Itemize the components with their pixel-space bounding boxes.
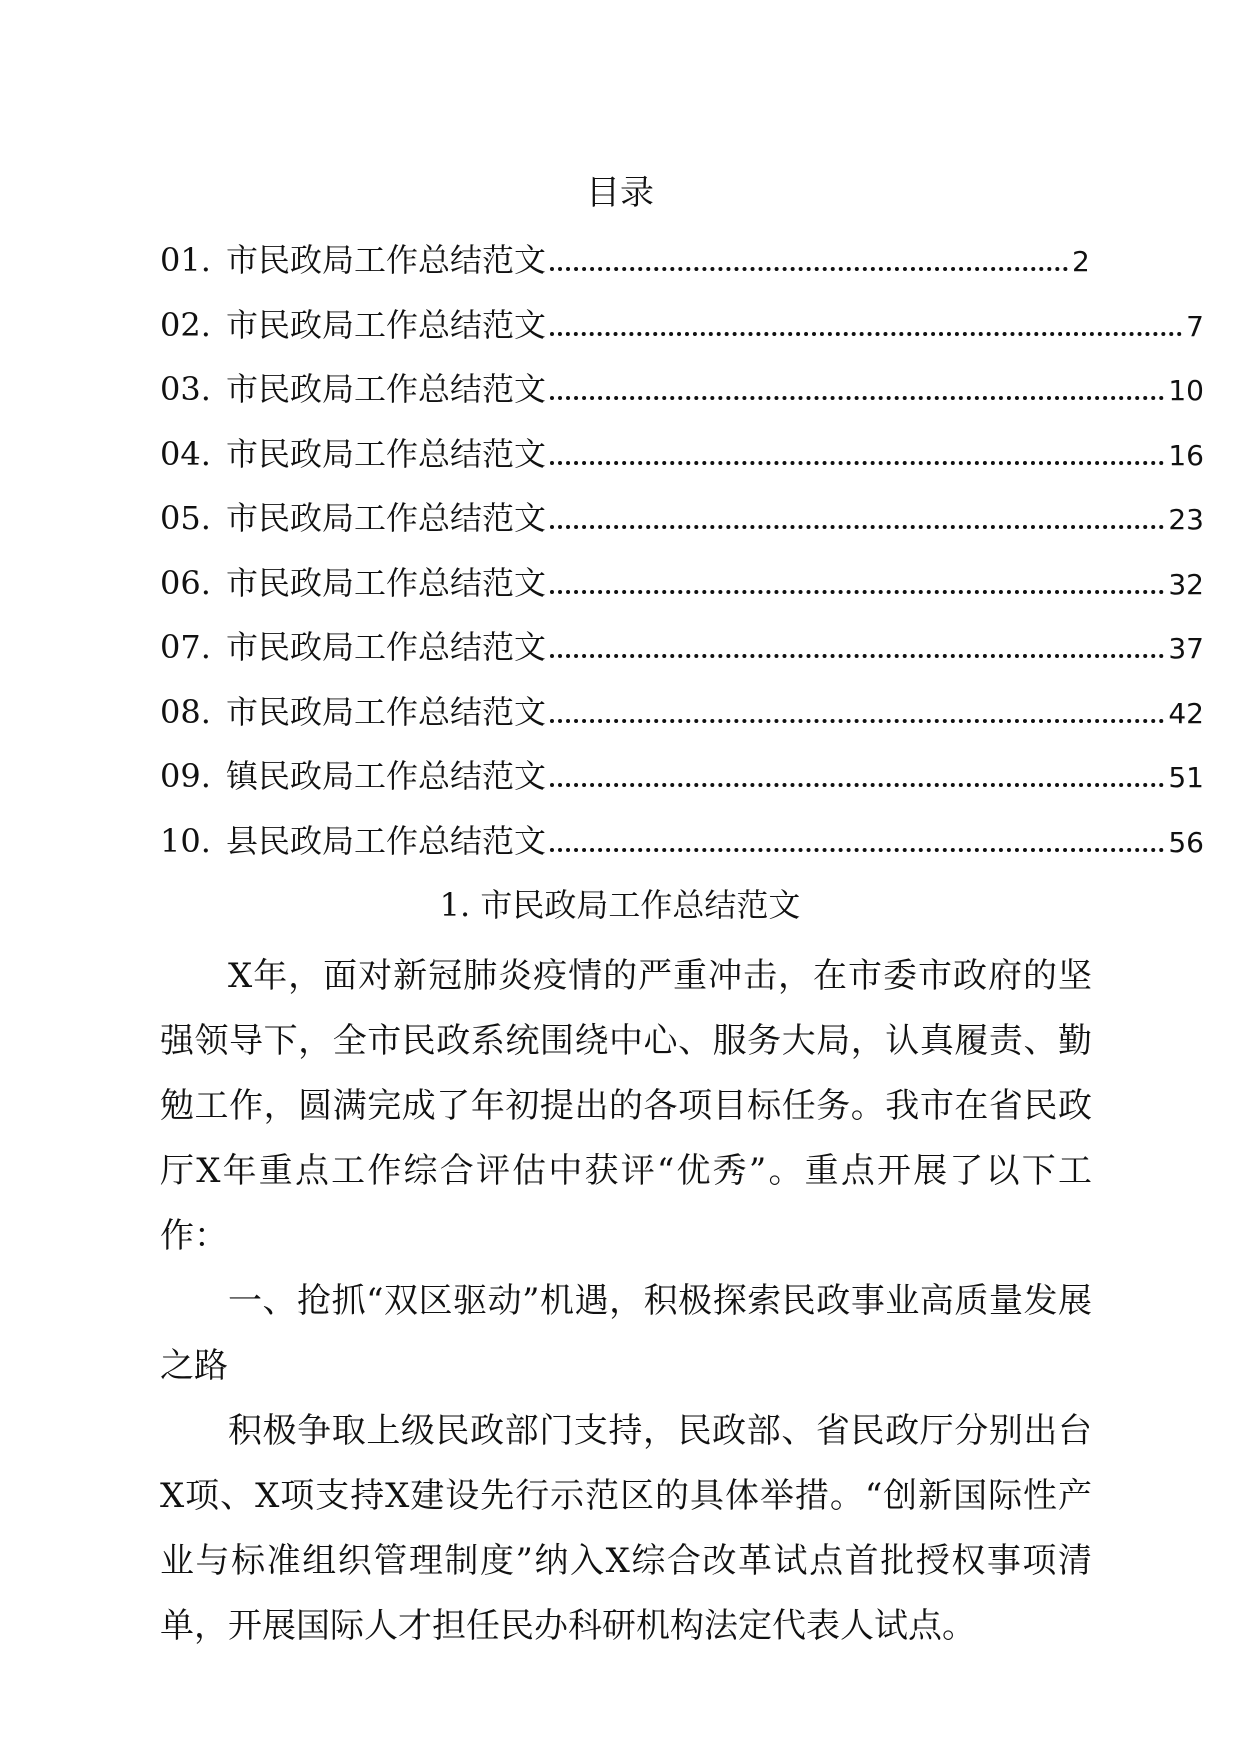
paragraph-subheading: 一、抢抓“双区驱动”机遇，积极探索民政事业高质量发展之路 [160,1281,1092,1386]
toc-entry-number: 08. [160,692,211,731]
toc-entry-number: 03. [160,370,211,408]
toc-entry-page: 37 [1168,632,1204,665]
toc-entry[interactable] [160,293,1204,358]
toc-entry-title: 市民政局工作总结范文 [226,499,547,537]
toc-dot-leader [550,589,1164,594]
toc-entry-number: 06. [160,563,211,602]
toc-entry-page: 2 [1072,245,1090,278]
toc-dot-leader [550,653,1164,658]
toc-dot-leader [550,395,1164,400]
toc-dot-leader [550,460,1164,465]
toc-entry-number: 10. [160,821,211,860]
toc-dot-leader [550,718,1164,723]
toc-dot-leader [550,266,1068,271]
toc-entry-title: 市民政局工作总结范文 [226,305,547,344]
toc-entry[interactable] [160,551,1204,616]
toc-entry-page: 56 [1168,825,1204,859]
paragraph: X年，面对新冠肺炎疫情的严重冲击，在市委市政府的坚强领导下，全市民政系统围绕中心、服务大局，认真履责、勤勉工作，圆满完成了年初提出的各项目标任务。我市在省民政厅X年重点工作综合评估中获评“优秀”。重点开展了以下工作： [160,956,1092,1256]
toc-entry-page: 42 [1168,696,1204,730]
toc-entry[interactable] [160,228,1204,293]
toc-entry-title: 市民政局工作总结范文 [226,241,547,279]
toc-entry-page: 7 [1186,309,1204,343]
toc-entry[interactable] [160,357,1204,422]
toc-entry-title: 市民政局工作总结范文 [226,628,547,666]
toc-entry-title: 市民政局工作总结范文 [226,370,547,408]
toc-entry[interactable] [160,486,1204,551]
toc-entry[interactable] [160,744,1204,809]
section-heading: 1. 市民政局工作总结范文 [439,886,801,924]
toc-dot-leader [550,782,1164,787]
toc-entry[interactable] [160,615,1204,680]
toc-entry-title: 市民政局工作总结范文 [226,434,547,473]
toc-entry-number: 05. [160,499,211,537]
toc-entry-number: 07. [160,628,211,666]
paragraph: 积极争取上级民政部门支持，民政部、省民政厅分别出台X项、X项支持X建设先行示范区的具体举措。“创新国际性产业与标准组织管理制度”纳入X综合改革试点首批授权事项清单，开展国际人才担任民办科研机构法定代表人试点。 [160,1411,1092,1646]
toc-dot-leader [550,331,1182,336]
toc-entry-page: 23 [1168,503,1204,536]
toc-entry-page: 16 [1168,438,1204,472]
toc-entry[interactable] [160,680,1204,745]
toc-entry-number: 02. [160,305,211,344]
toc-title: 目录 [586,173,654,213]
toc-entry-number: 01. [160,241,211,279]
toc-entry[interactable] [160,422,1204,487]
toc-entry-title: 县民政局工作总结范文 [226,821,547,860]
toc-entry-title: 镇民政局工作总结范文 [226,757,547,795]
table-of-contents [160,228,1204,873]
toc-entry-number: 04. [160,434,211,473]
toc-entry-page: 10 [1168,374,1204,407]
toc-dot-leader [550,847,1164,852]
toc-entry[interactable] [160,809,1204,874]
toc-entry-title: 市民政局工作总结范文 [226,692,547,731]
toc-entry-page: 32 [1168,567,1204,601]
toc-entry-page: 51 [1168,761,1204,794]
toc-dot-leader [550,524,1164,529]
article-body [160,944,1092,1659]
toc-entry-title: 市民政局工作总结范文 [226,563,547,602]
toc-entry-number: 09. [160,757,211,795]
